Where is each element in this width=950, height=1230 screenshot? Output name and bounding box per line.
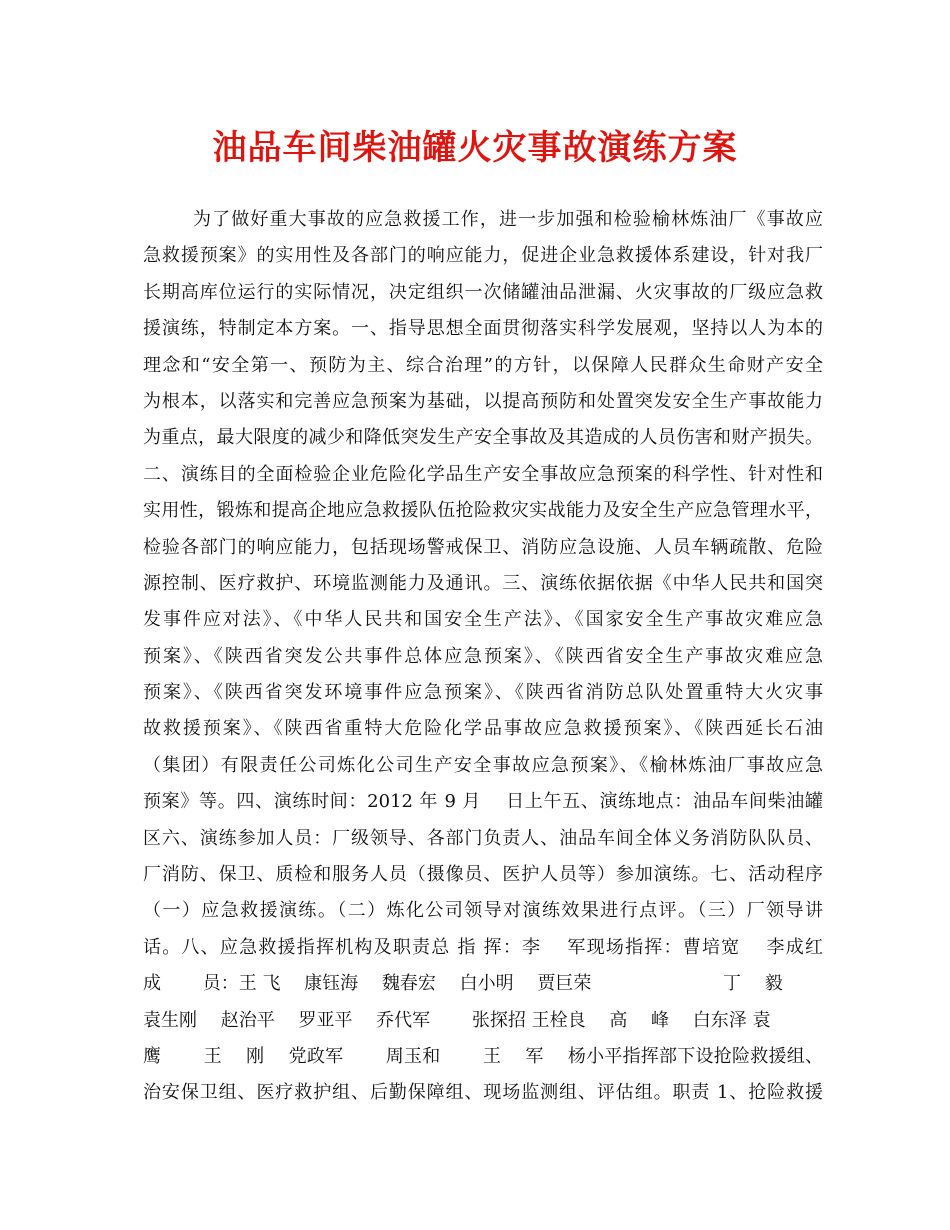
text-line: 袁生刚 赵治平 罗亚平 乔代军 张探招 王栓良 高 峰 白东泽 袁 bbox=[143, 1009, 771, 1031]
text-line: 长期高库位运行的实际情况，决定组织一次储罐油品泄漏、火灾事故的厂级应急救 bbox=[143, 281, 823, 303]
text-line: 为重点，最大限度的减少和降低突发生产安全事故及其造成的人员伤害和财产损失。 bbox=[143, 427, 823, 449]
text-line: 发事件应对法》、《中华人民共和国安全生产法》、《国家安全生产事故灾难应急 bbox=[143, 609, 823, 631]
text-line: 急救援预案》的实用性及各部门的响应能力，促进企业急救援体系建设，针对我厂 bbox=[143, 245, 823, 267]
text-line: 厂消防、保卫、质检和服务人员（摄像员、医护人员等）参加演练。七、活动程序 bbox=[143, 864, 823, 886]
text-line: 预案》、《陕西省突发环境事件应急预案》、《陕西省消防总队处置重特大火灾事 bbox=[143, 682, 823, 704]
text-line: 治安保卫组、医疗救护组、后勤保障组、现场监测组、评估组。职责 1、抢险救援 bbox=[143, 1082, 823, 1104]
text-line: 预案》、《陕西省突发公共事件总体应急预案》、《陕西省安全生产事故灾难应急 bbox=[143, 645, 823, 667]
text-line: 预案》等。四、演练时间：2012 年 9 月 日上午五、演练地点：油品车间柴油罐 bbox=[143, 791, 823, 813]
text-line: 理念和“安全第一、预防为主、综合治理”的方针，以保障人民群众生命财产安全 bbox=[143, 354, 823, 376]
text-line: 为根本，以落实和完善应急预案为基础，以提高预防和处置突发安全生产事故能力 bbox=[143, 390, 823, 412]
text-line: 二、演练目的全面检验企业危险化学品生产安全事故应急预案的科学性、针对性和 bbox=[143, 463, 823, 485]
text-line: 检验各部门的响应能力，包括现场警戒保卫、消防应急设施、人员车辆疏散、危险 bbox=[143, 536, 823, 558]
text-line: 援演练，特制定本方案。一、指导思想全面贯彻落实科学发展观，坚持以人为本的 bbox=[143, 318, 823, 340]
document-title: 油品车间柴油罐火灾事故演练方案 bbox=[212, 128, 738, 168]
text-line: 为了做好重大事故的应急救援工作，进一步加强和检验榆林炼油厂《事故应 bbox=[193, 209, 823, 230]
text-line: 实用性，锻炼和提高企地应急救援队伍抢险救灾实战能力及安全生产应急管理水平， bbox=[143, 500, 823, 522]
text-line: 成 员：王 飞 康钰海 魏春宏 白小明 贾巨荣 丁 毅 bbox=[143, 973, 783, 995]
text-line: （集团）有限责任公司炼化公司生产安全事故应急预案》、《榆林炼油厂事故应急 bbox=[143, 754, 823, 776]
text-line: 区六、演练参加人员：厂级领导、各部门负责人、油品车间全体义务消防队队员、 bbox=[143, 827, 823, 849]
text-line: 话。八、应急救援指挥机构及职责总 指 挥：李 军现场指挥：曹培宽 李成红 bbox=[143, 936, 823, 958]
text-line: 故救援预案》、《陕西省重特大危险化学品事故应急救援预案》、《陕西延长石油 bbox=[143, 718, 823, 740]
document-body bbox=[143, 202, 823, 1112]
text-line: 源控制、医疗救护、环境监测能力及通讯。三、演练依据依据《中华人民共和国突 bbox=[143, 572, 823, 594]
text-line: 鹰 王 刚 党政军 周玉和 王 军 杨小平指挥部下设抢险救援组、 bbox=[143, 1045, 823, 1067]
text-line: （一）应急救援演练。（二）炼化公司领导对演练效果进行点评。（三）厂领导讲 bbox=[143, 900, 823, 922]
